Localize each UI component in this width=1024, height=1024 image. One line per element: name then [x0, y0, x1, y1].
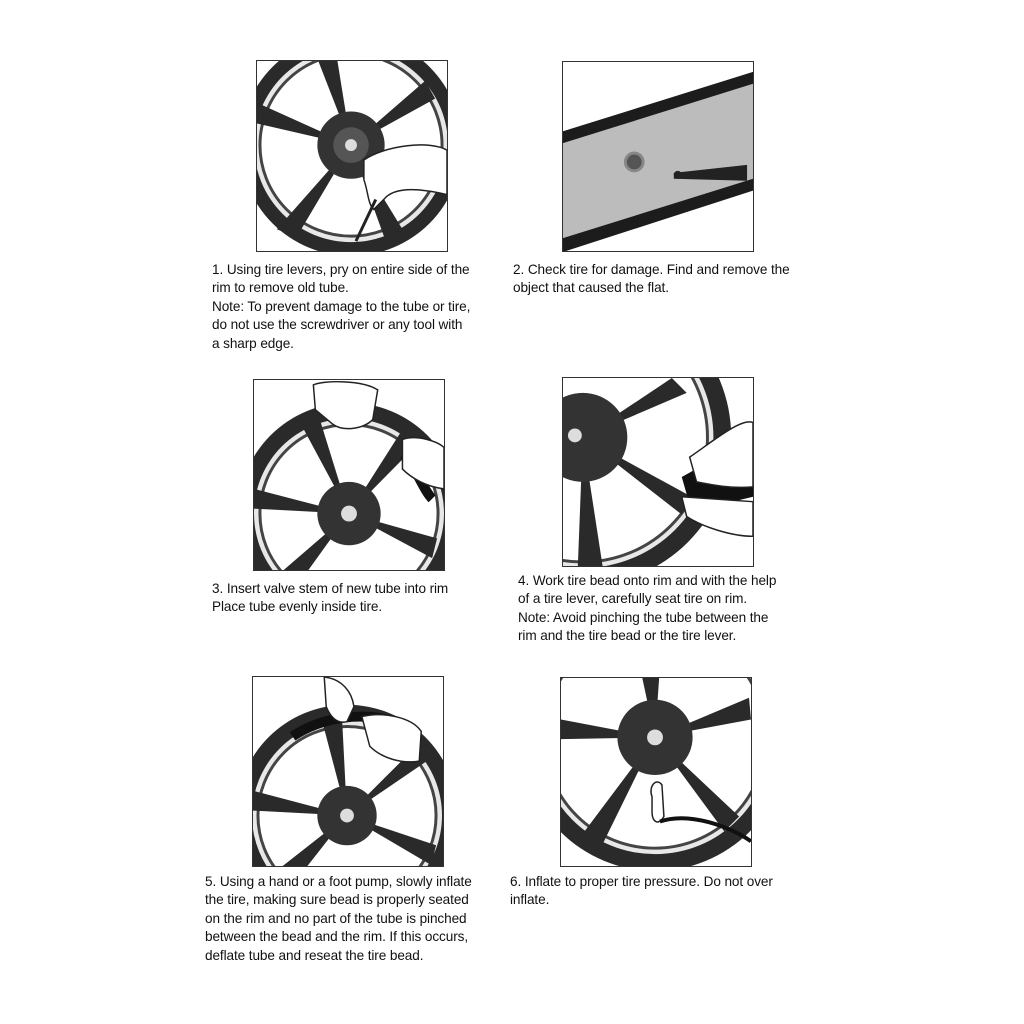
step-6-text: 6. Inflate to proper tire pressure. Do not over inflate. — [510, 874, 773, 908]
step-4-text: 4. Work tire bead onto rim and with the help of a tire lever, carefully seat tire on rim. — [518, 573, 777, 607]
step-6-caption — [510, 873, 810, 910]
step-2-illustration — [562, 61, 754, 252]
inflate-tire-icon — [561, 678, 751, 866]
step-3-text: 3. Insert valve stem of new tube into rim Place tube evenly inside tire. — [212, 581, 449, 615]
step-1-caption — [212, 261, 512, 353]
tire-inspection-icon — [563, 62, 753, 251]
step-3-caption — [212, 580, 512, 617]
step-4-illustration — [562, 377, 754, 567]
step-1-note: Note: To prevent damage to the tube or tire, do not use the screwdriver or any tool with a sharp edge. — [212, 298, 471, 351]
step-6-illustration — [560, 677, 752, 867]
step-5-illustration — [252, 676, 444, 867]
hand-pump-icon — [253, 677, 443, 866]
step-5-caption — [205, 873, 505, 965]
step-4-note: Note: Avoid pinching the tube between the rim and the tire bead or the tire lever. — [518, 609, 769, 644]
step-4-caption — [518, 572, 818, 646]
step-5-text: 5. Using a hand or a foot pump, slowly inflate the tire, making sure bead is properly seated on the rim and no part of the tube is pinched between the bead and the rim. If this occurs, deflate tube and reseat the tire bead. — [205, 874, 472, 963]
insert-tube-icon — [254, 380, 444, 570]
step-3-illustration — [253, 379, 445, 571]
wheel-lever-icon — [257, 61, 447, 251]
step-2-caption — [513, 261, 813, 298]
step-1-text: 1. Using tire levers, pry on entire side of the rim to remove old tube. — [212, 262, 470, 296]
seat-tire-icon — [563, 378, 753, 566]
step-2-text: 2. Check tire for damage. Find and remove the object that caused the flat. — [513, 262, 790, 296]
step-1-illustration — [256, 60, 448, 252]
